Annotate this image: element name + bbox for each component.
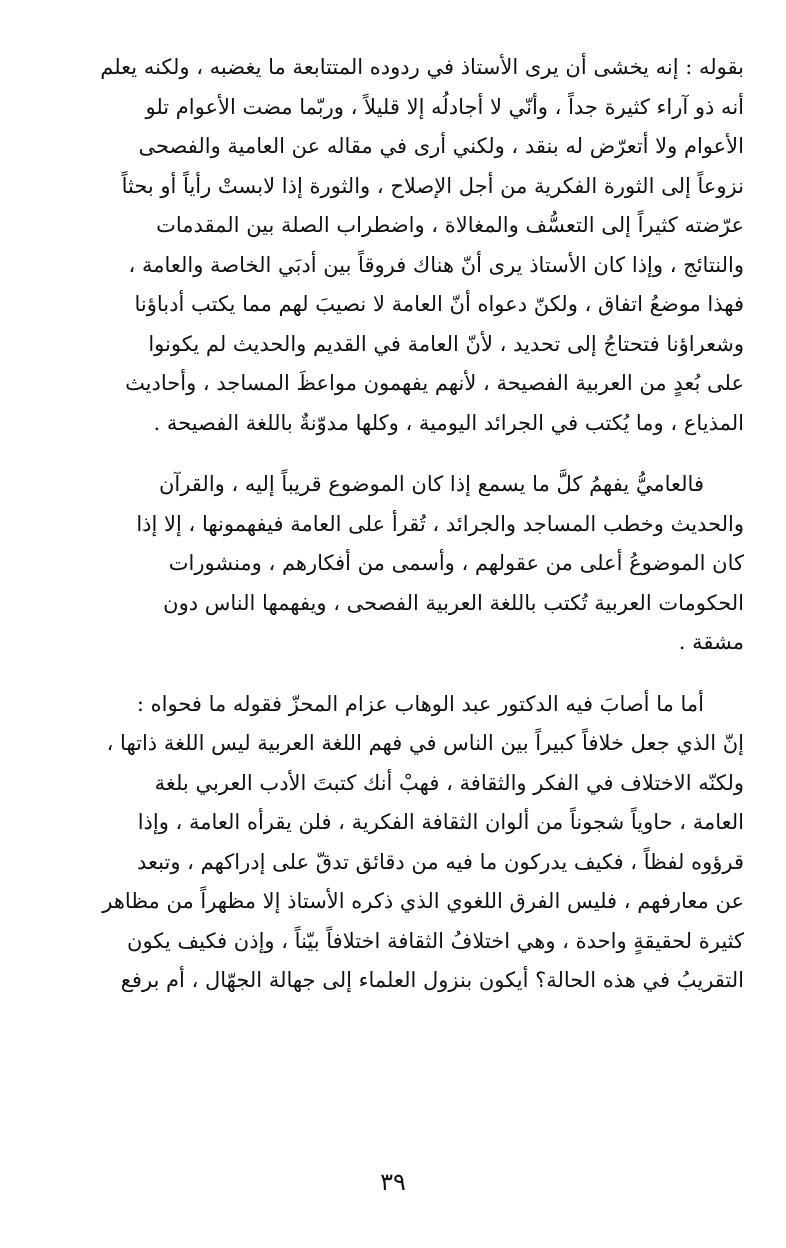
text-line: وشعراؤنا فتحتاجُ إلى تحديد ، لأنّ العامة في القديم والحديث لم يكونوا: [148, 331, 744, 356]
text-line: مشقة .: [678, 630, 744, 654]
page-body: [42, 48, 744, 1001]
text-line: نزوعاً إلى الثورة الفكرية من أجل الإصلاح ، والثورة إذا لابستْ رأياً أو بحثاً: [121, 173, 744, 198]
page-number: ٣٩: [380, 1168, 406, 1196]
text-line: فهذا موضعُ اتفاق ، ولكنّ دعواه أنّ العامة لا نصيبَ لهم مما يكتب أدباؤنا: [134, 292, 744, 316]
text-line: العامة ، حاوياً شجوناً من ألوان الثقافة الفكرية ، فلن يقرأه العامة ، وإذا: [137, 810, 744, 834]
text-line: على بُعدٍ من العربية الفصيحة ، لأنهم يفهمون مواعظَ المساجد ، وأحاديث: [125, 371, 744, 395]
text-line: بقوله : إنه يخشى أن يرى الأستاذ في ردوده المتتابعة ما يغضبه ، ولكنه يعلم: [100, 55, 744, 79]
text-line: أنه ذو آراء كثيرة جداً ، وأنّي لا أجادلُه إلا قليلاً ، وربّما مضت الأعوام تلو: [145, 94, 744, 119]
text-line: والنتائج ، وإذا كان الأستاذ يرى أنّ هناك فروقاً بين أدبَي الخاصة والعامة ،: [128, 252, 744, 277]
paragraph-3: [42, 685, 744, 1001]
text-line: قرؤوه لفظاً ، فكيف يدركون ما فيه من دقائق تدقّ على إدراكهم ، وتبعد: [137, 849, 744, 874]
text-line: الحكومات العربية تُكتب باللغة العربية الفصحى ، ويفهمها الناس دون: [163, 590, 744, 615]
text-line: المذياع ، وما يُكتب في الجرائد اليومية ، وكلها مدوّنةٌ باللغة الفصيحة .: [153, 410, 744, 435]
text-line: عرّضته كثيراً إلى التعسُّف والمغالاة ، واضطراب الصلة بين المقدمات: [156, 213, 744, 237]
text-line: عن معارفهم ، فليس الفرق اللغوي الذي ذكره الأستاذ إلا مظهراً من مظاهر: [102, 889, 744, 913]
text-line: فالعاميُّ يفهمُ كلَّ ما يسمع إذا كان الموضوع قريباً إليه ، والقرآن: [158, 472, 704, 496]
text-line: الأعوام ولا أتعرّض له بنقد ، ولكني أرى في مقاله عن العامية والفصحى: [138, 134, 744, 158]
text-line: ولكنّه الاختلاف في الفكر والثقافة ، فهبْ أنك كتبتَ الأدب العربي بلغة: [154, 770, 744, 795]
text-line: والحديث وخطب المساجد والجرائد ، تُقرأ على العامة فيفهمونها ، إلا إذا: [136, 511, 744, 536]
paragraph-2: [42, 465, 744, 663]
text-line: أما ما أصابَ فيه الدكتور عبد الوهاب عزام المحزّ فقوله ما فحواه :: [136, 691, 704, 716]
text-line: كان الموضوعُ أعلى من عقولهم ، وأسمى من أفكارهم ، ومنشورات: [168, 551, 744, 575]
paragraph-1: [42, 48, 744, 443]
text-line: إنّ الذي جعل خلافاً كبيراً بين الناس في فهم اللغة العربية ليس اللغة ذاتها ،: [106, 731, 744, 755]
text-line: كثيرة لحقيقةٍ واحدة ، وهي اختلافُ الثقافة اختلافاً بيّناً ، وإذن فكيف يكون: [127, 928, 744, 953]
text-line: التقريبُ في هذه الحالة؟ أيكون بنزول العلماء إلى جهالة الجهّال ، أم برفع: [120, 968, 744, 992]
